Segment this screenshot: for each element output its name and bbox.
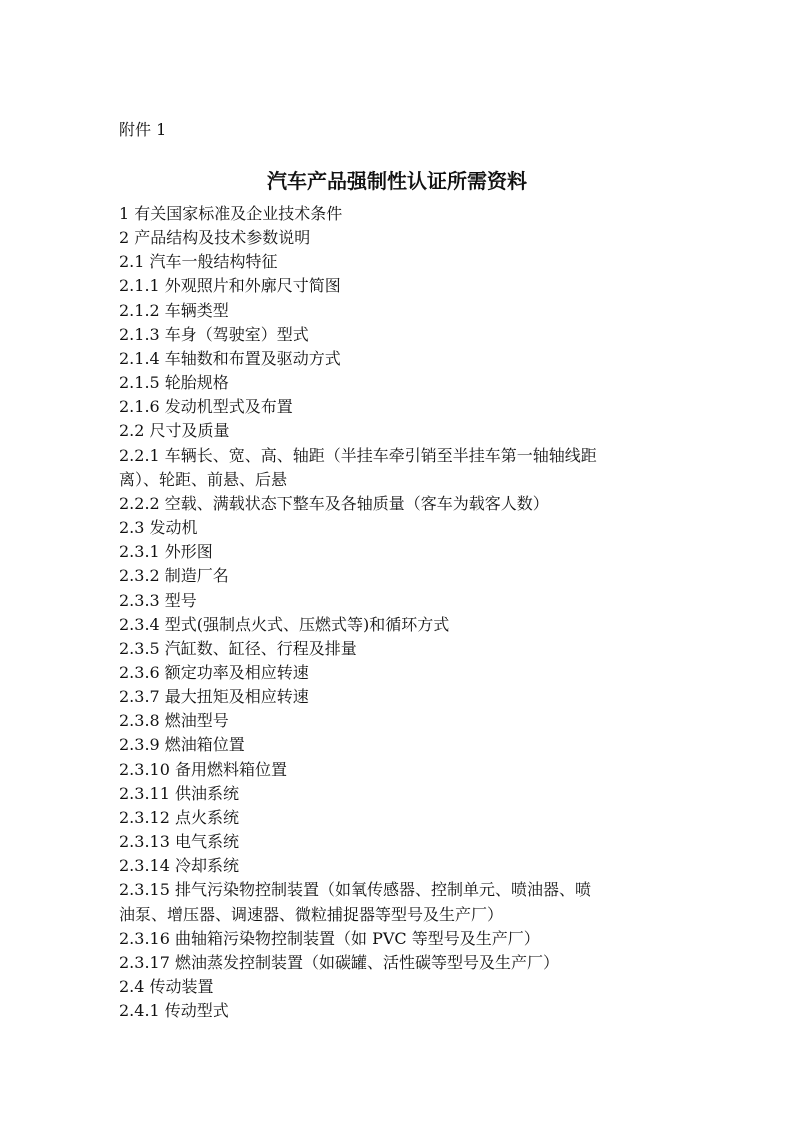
list-item: 2.1.5 轮胎规格: [119, 373, 229, 393]
list-item: 2.2 尺寸及质量: [119, 421, 230, 441]
list-item: 2.2.2 空载、满载状态下整车及各轴质量（客车为载客人数）: [119, 493, 549, 513]
list-item: 1 有关国家标准及企业技术条件: [119, 204, 343, 223]
list-item: 离）、轮距、前悬、后悬: [119, 469, 288, 489]
list-item: 油泵、增压器、调速器、微粒捕捉器等型号及生产厂）: [119, 904, 504, 924]
list-item: 2.2.1 车辆长、宽、高、轴距（半挂车牵引销至半挂车第一轴轴线距: [119, 445, 597, 465]
list-item: 2.3.12 点火系统: [119, 807, 239, 827]
list-item: 2.3.7 最大扭矩及相应转速: [119, 687, 309, 707]
list-item: 2.3.2 制造厂名: [119, 566, 229, 586]
list-item: 2.3.6 额定功率及相应转速: [119, 662, 309, 682]
list-item: 2.3.11 供油系统: [119, 783, 239, 803]
list-item: 2.3.9 燃油箱位置: [119, 735, 245, 755]
list-item: 2.1.6 发动机型式及布置: [119, 397, 293, 417]
list-item: 2.3.16 曲轴箱污染物控制装置（如 PVC 等型号及生产厂）: [119, 928, 540, 948]
list-item: 2.3 发动机: [119, 518, 198, 538]
list-item: 2.3.14 冷却系统: [119, 856, 239, 876]
list-item: 2.1.2 车辆类型: [119, 300, 229, 320]
list-item: 2.3.8 燃油型号: [119, 711, 229, 731]
list-item: 2.1.1 外观照片和外廓尺寸简图: [119, 276, 341, 296]
list-item: 2.4.1 传动型式: [119, 1001, 229, 1021]
list-item: 2.4 传动装置: [119, 977, 214, 996]
requirements-list: [119, 202, 691, 1023]
list-item: 2.3.10 备用燃料箱位置: [119, 759, 287, 779]
document-title: 汽车产品强制性认证所需资料: [267, 169, 527, 193]
list-item: 2.3.17 燃油蒸发控制装置（如碳罐、活性碳等型号及生产厂）: [119, 952, 559, 972]
list-item: 2.1.4 车轴数和布置及驱动方式: [119, 348, 341, 368]
list-item: 2.1.3 车身（驾驶室）型式: [119, 324, 309, 344]
list-item: 2 产品结构及技术参数说明: [119, 228, 311, 248]
list-item: 2.3.15 排气污染物控制装置（如氧传感器、控制单元、喷油器、喷: [119, 880, 591, 900]
list-item: 2.3.4 型式(强制点火式、压燃式等)和循环方式: [119, 614, 450, 634]
annex-label: 附件 1: [119, 120, 167, 139]
list-item: 2.3.5 汽缸数、缸径、行程及排量: [119, 638, 357, 658]
list-item: 2.3.13 电气系统: [119, 832, 239, 852]
list-item: 2.3.1 外形图: [119, 542, 213, 562]
list-item: 2.3.3 型号: [119, 590, 197, 610]
list-item: 2.1 汽车一般结构特征: [119, 252, 278, 272]
